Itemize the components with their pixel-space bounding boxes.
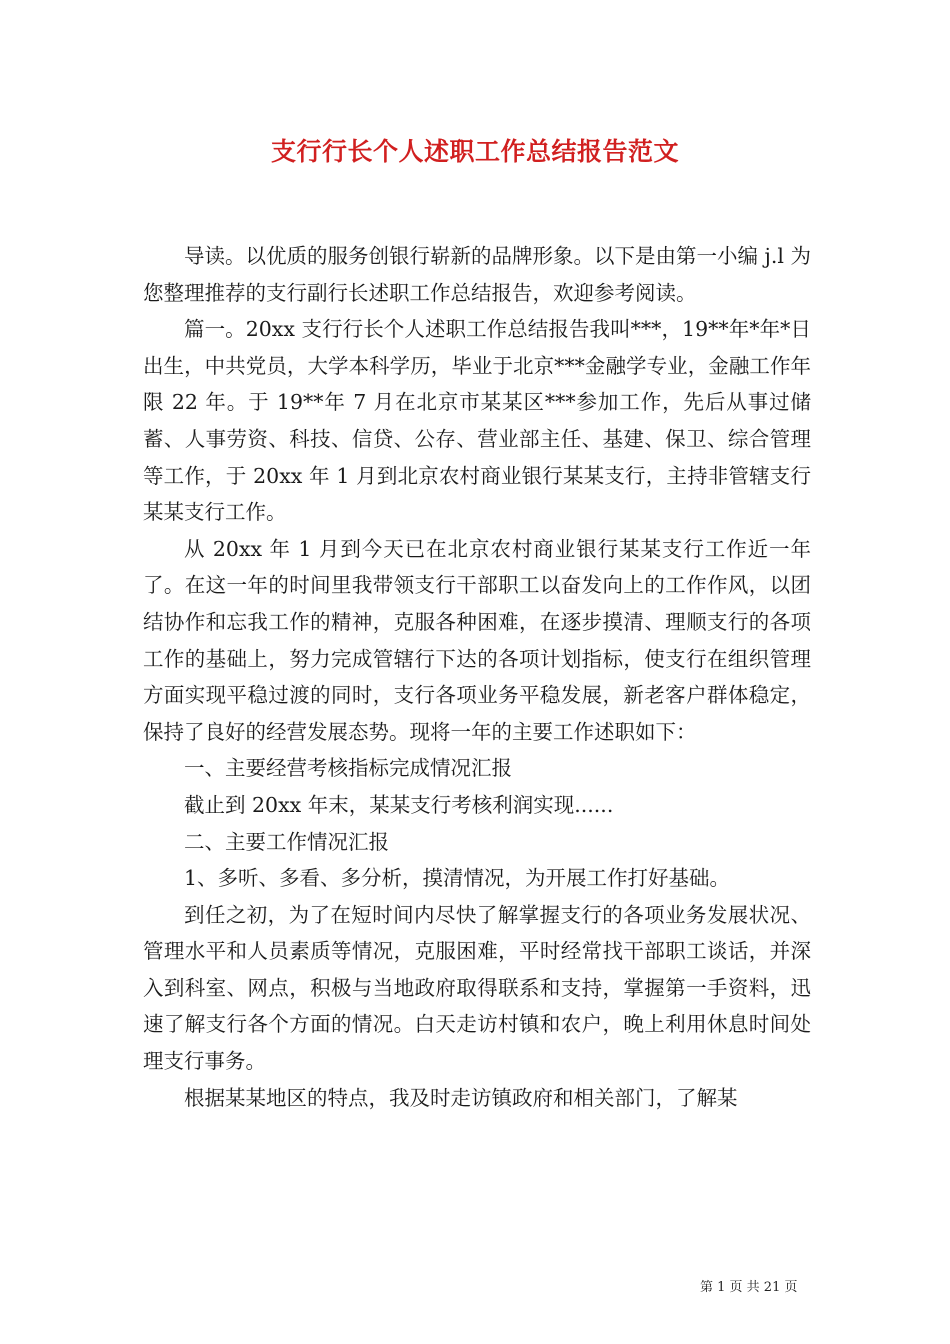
paragraph-profit: 截止到 20xx 年末，某某支行考核利润实现...... bbox=[184, 792, 614, 817]
paragraph-overview: 从 20xx 年 1 月到今天已在北京农村商业银行某某支行工作近一年了。在这一年的时间里我带领支行干部职工以奋发向上的工作作风，以团结协作和忘我工作的精神，克服各种困难，在逐步摸清、理顺支行的各项工作的基础上，努力完成管辖行下达的各项计划指标，使支行在组织管理方面实现平稳过渡的同时，支行各项业务平稳发展，新老客户群体稳定，保持了良好的经营发展态势。现将一年的主要工作述职如下： bbox=[143, 536, 811, 744]
paragraph-intro: 导读。以优质的服务创银行崭新的品牌形象。以下是由第一小编 j.l 为您整理推荐的支行副行长述职工作总结报告，欢迎参考阅读。 bbox=[143, 244, 811, 305]
document-body bbox=[143, 238, 811, 1116]
section-heading-two: 二、主要工作情况汇报 bbox=[184, 829, 389, 854]
paragraph-chapter-one: 篇一。20xx 支行行长个人述职工作总结报告我叫***，19**年*年*日出生，中共党员，大学本科学历，毕业于北京***金融学专业，金融工作年限 22 年。于 19**年 7 月在北京市某某区***参加工作，先后从事过储蓄、人事劳资、科技、信贷、公存、营业部主任、基建、保卫、综合管理等工作，于 20xx 年 1 月到北京农村商业银行某某支行，主持非管辖支行某某支行工作。 bbox=[143, 317, 811, 525]
paragraph-local: 根据某某地区的特点，我及时走访镇政府和相关部门，了解某 bbox=[184, 1085, 738, 1110]
page-number: 第 1 页 共 21 页 bbox=[700, 1280, 798, 1295]
paragraph-arrival: 到任之初，为了在短时间内尽快了解掌握支行的各项业务发展状况、管理水平和人员素质等情况，克服困难，平时经常找干部职工谈话，并深入到科室、网点，积极与当地政府取得联系和支持，掌握第一手资料，迅速了解支行各个方面的情况。白天走访村镇和农户，晚上利用休息时间处理支行事务。 bbox=[143, 902, 811, 1074]
document-title: 支行行长个人述职工作总结报告范文 bbox=[270, 137, 679, 166]
section-heading-one: 一、主要经营考核指标完成情况汇报 bbox=[184, 756, 512, 781]
subsection-heading-one: 1、多听、多看、多分析，摸清情况，为开展工作打好基础。 bbox=[184, 866, 731, 891]
